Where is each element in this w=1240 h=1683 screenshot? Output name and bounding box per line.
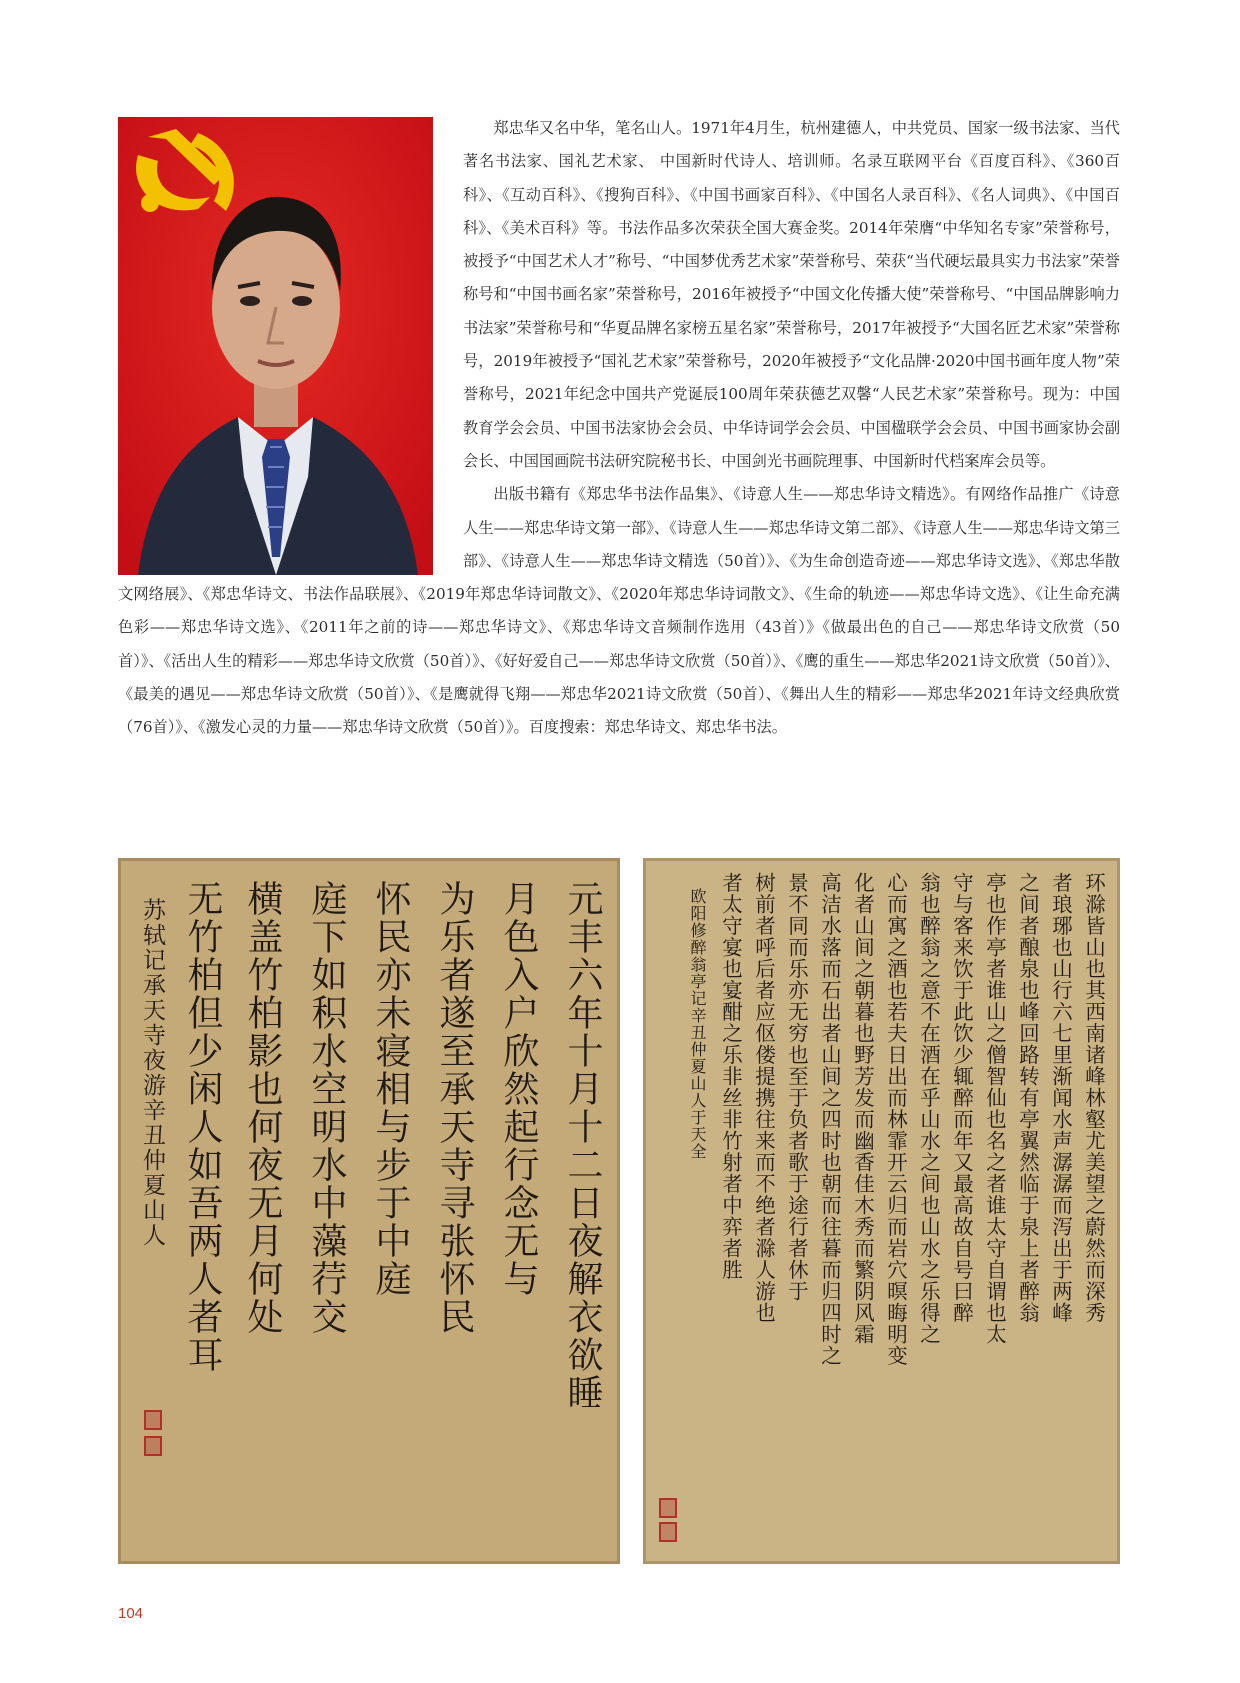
calligraphy-column: 化者山间之朝暮也野芳发而幽香佳木秀而繁阴风霜 [850,872,875,1345]
portrait-spacer [118,112,463,552]
calligraphy-column: 月色入户欣然起行念无与 [498,880,539,1298]
calligraphy-column: 翁也醉翁之意不在酒在乎山水之间也山水之乐得之 [916,872,941,1345]
calligraphy-column: 无竹柏但少闲人如吾两人者耳 [182,880,223,1374]
calligraphy-column: 怀民亦未寝相与步于中庭 [370,880,411,1298]
calligraphy-signature: 苏轼记承天寺夜游辛丑仲夏山人 [139,898,165,1248]
biography-text [118,112,1120,745]
calligraphy-column: 心而寓之酒也若夫日出而林霏开云归而岩穴暝晦明变 [883,872,908,1367]
calligraphy-scroll-left [118,858,620,1564]
page-number: 104 [118,1605,144,1622]
calligraphy-column: 横盖竹柏影也何夜无月何处 [242,880,283,1336]
calligraphy-column: 者太守宴也宴酣之乐非丝非竹射者中弈者胜 [718,872,743,1281]
calligraphy-column: 者琅琊也山行六七里渐闻水声潺潺而泻出于两峰 [1048,872,1073,1324]
calligraphy-column: 元丰六年十月十二日夜解衣欲睡 [562,880,603,1412]
bio-paragraph-1: 郑忠华又名中华，笔名山人。1971年4月生，杭州建德人，中共党员、国家一级书法家、当代著名书法家、国礼艺术家、 中国新时代诗人、培训师。名录互联网平台《百度百科》、《360百科》、《互动百科》、《搜狗百科》、《中国书画家百科》、《中国名人录百科》、《名人词典》、《中国百科》、《美术百科》等。书法作品多次荣获全国大赛金奖。2014年荣膺“中华知名专家”荣誉称号，被授予“中国艺术人才”称号、“中国梦优秀艺术家”荣誉称号、荣获“当代硬坛最具实力书法家”荣誉称号和“中国书画名家”荣誉称号，2016年被授予“中国文化传播大使”荣誉称号、“中国品牌影响力书法家”荣誉称号和“华夏品牌名家榜五星名家”荣誉称号，2017年被授予“大国名匠艺术家”荣誉称号，2019年被授予“国礼艺术家”荣誉称号，2020年被授予“文化品牌·2020中国书画年度人物”荣誉称号，2021年纪念中国共产党诞辰100周年荣获德艺双馨“人民艺术家”荣誉称号。现为：中国教育学会会员、中国书法家协会会员、中华诗词学会会员、中国楹联学会会员、中国书画家协会副会长、中国国画院书法研究院秘书长、中国剑光书画院理事、中国新时代档案库会员等。 [463,119,1120,470]
seal-stamp [144,1436,162,1456]
calligraphy-scroll-right [643,858,1120,1564]
calligraphy-column: 为乐者遂至承天寺寻张怀民 [434,880,475,1336]
seal-stamp [659,1522,677,1542]
seal-stamp [144,1410,162,1430]
calligraphy-column: 庭下如积水空明水中藻荇交 [306,880,347,1336]
calligraphy-column: 之间者酿泉也峰回路转有亭翼然临于泉上者醉翁 [1015,872,1040,1324]
calligraphy-column: 守与客来饮于此饮少辄醉而年又最高故自号曰醉 [949,872,974,1324]
bio-paragraph-2: 出版书籍有《郑忠华书法作品集》、《诗意人生——郑忠华诗文精选》。有网络作品推广《诗意人生——郑忠华诗文第一部》、《诗意人生——郑忠华诗文第二部》、《诗意人生——郑忠华诗文第三部》、《诗意人生——郑忠华诗文精选（50首）》、《为生命创造奇迹——郑忠华诗文选》、《郑忠华散文网络展》、《郑忠华诗文、书法作品联展》、《2019年郑忠华诗词散文》、《2020年郑忠华诗词散文》、《生命的轨迹——郑忠华诗文选》、《让生命充满色彩——郑忠华诗文选》、《2011年之前的诗——郑忠华诗文》、《郑忠华诗文音频制作选用（43首）》《做最出色的自己——郑忠华诗文欣赏（50首）》、《活出人生的精彩——郑忠华诗文欣赏（50首）》、《好好爱自己——郑忠华诗文欣赏（50首）》、《鹰的重生——郑忠华2021诗文欣赏（50首）》、《最美的遇见——郑忠华诗文欣赏（50首）》、《是鹰就得飞翔——郑忠华2021诗文欣赏（50首）、《舞出人生的精彩——郑忠华2021年诗文经典欣赏（76首）》、《激发心灵的力量——郑忠华诗文欣赏（50首）》。百度搜索：郑忠华诗文、郑忠华书法。 [118,485,1120,737]
calligraphy-column: 高洁水落而石出者山间之四时也朝而往暮而归四时之 [817,872,842,1367]
calligraphy-column: 景不同而乐亦无穷也至于负者歌于途行者休于 [784,872,809,1302]
calligraphy-column: 环滁皆山也其西南诸峰林壑尤美望之蔚然而深秀 [1081,872,1106,1324]
calligraphy-column: 树前者呼后者应伛偻提携往来而不绝者滁人游也 [751,872,776,1324]
calligraphy-signature: 欧阳修醉翁亭记辛丑仲夏山人于天全 [688,888,707,1160]
calligraphy-column: 亭也作亭者谁山之僧智仙也名之者谁太守自谓也太 [982,872,1007,1345]
seal-stamp [659,1498,677,1518]
